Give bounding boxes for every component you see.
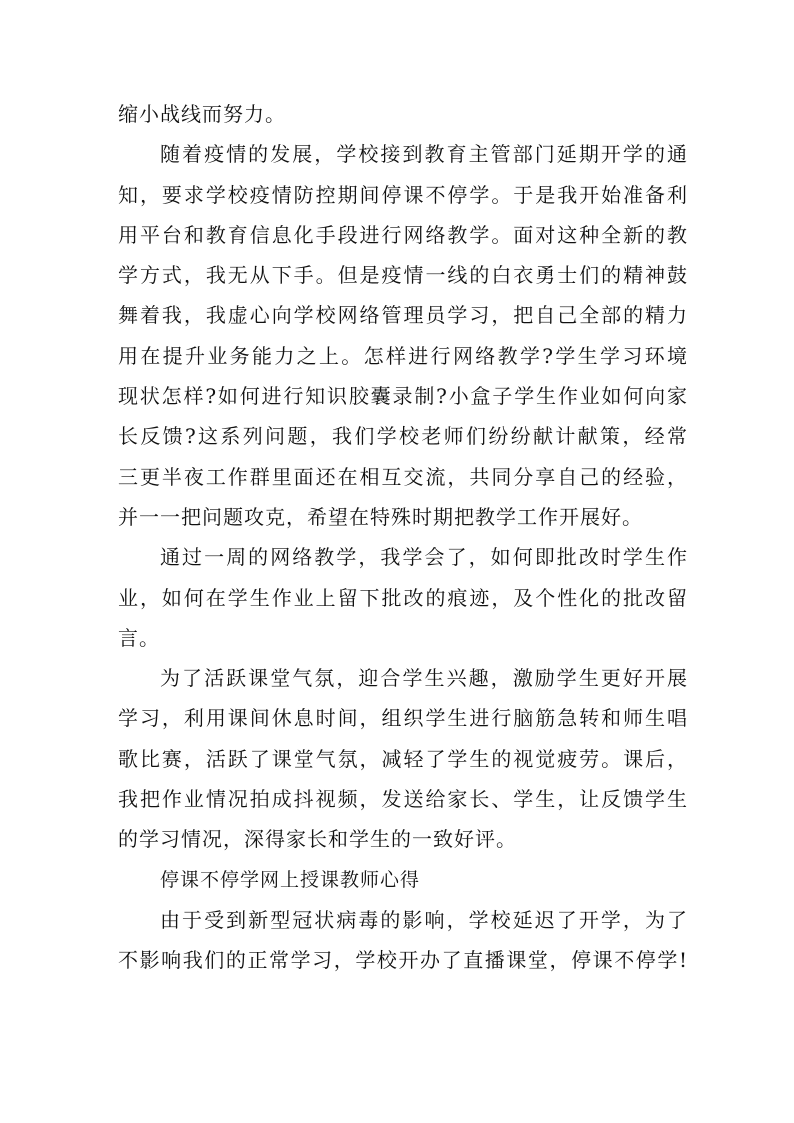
text-line: 舞着我，我虚心向学校网络管理员学习，把自己全部的精力 <box>118 303 688 328</box>
text-line: 业，如何在学生作业上留下批改的痕迹，及个性化的批改留 <box>118 585 688 610</box>
text-line: 学方式，我无从下手。但是疫情一线的白衣勇士们的精神鼓 <box>118 263 688 288</box>
text-line: 不影响我们的正常学习，学校开办了直播课堂，停课不停学! <box>118 948 688 973</box>
text-line: 用平台和教育信息化手段进行网络教学。面对这种全新的教 <box>118 222 688 247</box>
text-line: 言。 <box>118 625 160 650</box>
document-page <box>118 94 688 981</box>
text-line: 长反馈?这系列问题，我们学校老师们纷纷献计献策，经常 <box>118 424 688 449</box>
text-line: 的学习情况，深得家长和学生的一致好评。 <box>118 827 517 852</box>
text-line: 现状怎样?如何进行知识胶囊录制?小盒子学生作业如何向家 <box>118 384 688 409</box>
text-line: 三更半夜工作群里面还在相互交流，共同分享自己的经验， <box>118 464 688 489</box>
text-line: 知，要求学校疫情防控期间停课不停学。于是我开始准备利 <box>118 182 688 207</box>
paragraph-first-line: 随着疫情的发展，学校接到教育主管部门延期开学的通 <box>160 142 688 167</box>
section-heading: 停课不停学网上授课教师心得 <box>160 868 421 891</box>
paragraph-first-line: 通过一周的网络教学，我学会了，如何即批改时学生作 <box>160 545 688 570</box>
paragraph-first-line: 由于受到新型冠状病毒的影响，学校延迟了开学，为了 <box>160 907 688 932</box>
text-line: 用在提升业务能力之上。怎样进行网络教学?学生学习环境 <box>118 343 688 368</box>
text-line: 并一一把问题攻克，希望在特殊时期把教学工作开展好。 <box>118 504 643 529</box>
text-line: 歌比赛，活跃了课堂气氛，减轻了学生的视觉疲劳。课后， <box>118 746 688 771</box>
paragraph-first-line: 为了活跃课堂气氛，迎合学生兴趣，激励学生更好开展 <box>160 666 688 691</box>
text-line: 我把作业情况拍成抖视频，发送给家长、学生，让反馈学生 <box>118 787 688 812</box>
text-line: 缩小战线而努力。 <box>118 102 286 126</box>
text-line: 学习，利用课间休息时间，组织学生进行脑筋急转和师生唱 <box>118 706 688 731</box>
